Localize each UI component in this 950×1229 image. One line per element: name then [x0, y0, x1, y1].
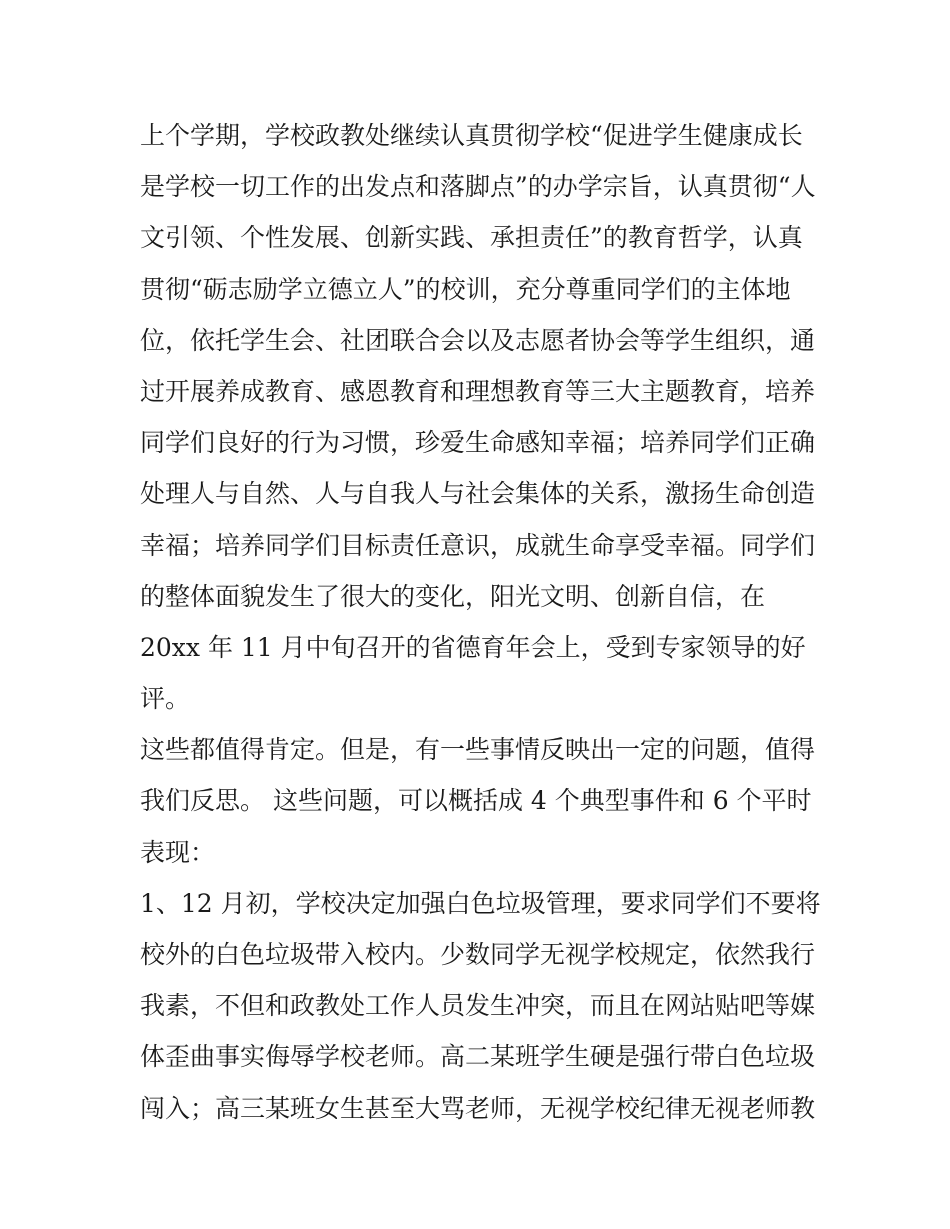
- text-line: 这些都值得肯定。但是，有一些事情反映出一定的问题，值得: [140, 735, 816, 765]
- text-line: 闯入；高三某班女生甚至大骂老师，无视学校纪律无视老师教: [140, 1093, 816, 1123]
- text-line: 我们反思。 这些问题，可以概括成 4 个典型事件和 6 个平时: [140, 786, 812, 816]
- text-line: 校外的白色垃圾带入校内。少数同学无视学校规定，依然我行: [140, 940, 816, 969]
- text-line: 贯彻“砺志励学立德立人”的校训，充分尊重同学们的主体地: [140, 274, 791, 304]
- text-line: 评。: [140, 684, 191, 714]
- text-line: 位，依托学生会、社团联合会以及志愿者协会等学生组织，通: [140, 325, 816, 355]
- text-line: 1、12 月初，学校决定加强白色垃圾管理，要求同学们不要将: [140, 888, 821, 918]
- text-line: 同学们良好的行为习惯，珍爱生命感知幸福；培养同学们正确: [140, 428, 816, 458]
- text-line: 处理人与自然、人与自我人与社会集体的关系，激扬生命创造: [140, 479, 816, 509]
- text-line: 我素，不但和政教处工作人员发生冲突，而且在网站贴吧等媒: [140, 991, 816, 1021]
- text-line: 上个学期，学校政教处继续认真贯彻学校“促进学生健康成长: [140, 121, 803, 150]
- text-line: 20xx 年 11 月中旬召开的省德育年会上，受到专家领导的好: [140, 632, 806, 662]
- text-line: 是学校一切工作的出发点和落脚点”的办学宗旨，认真贯彻“人: [140, 172, 816, 202]
- text-line: 文引领、个性发展、创新实践、承担责任”的教育哲学，认真: [140, 223, 803, 253]
- document-body: [140, 110, 820, 1134]
- text-line: 的整体面貌发生了很大的变化，阳光文明、创新自信，在: [140, 581, 766, 611]
- text-line: 幸福；培养同学们目标责任意识，成就生命享受幸福。同学们: [140, 530, 816, 560]
- text-line: 过开展养成教育、感恩教育和理想教育等三大主题教育，培养: [140, 376, 816, 406]
- text-line: 体歪曲事实侮辱学校老师。高二某班学生硬是强行带白色垃圾: [140, 1042, 816, 1072]
- text-line: 表现：: [140, 837, 216, 867]
